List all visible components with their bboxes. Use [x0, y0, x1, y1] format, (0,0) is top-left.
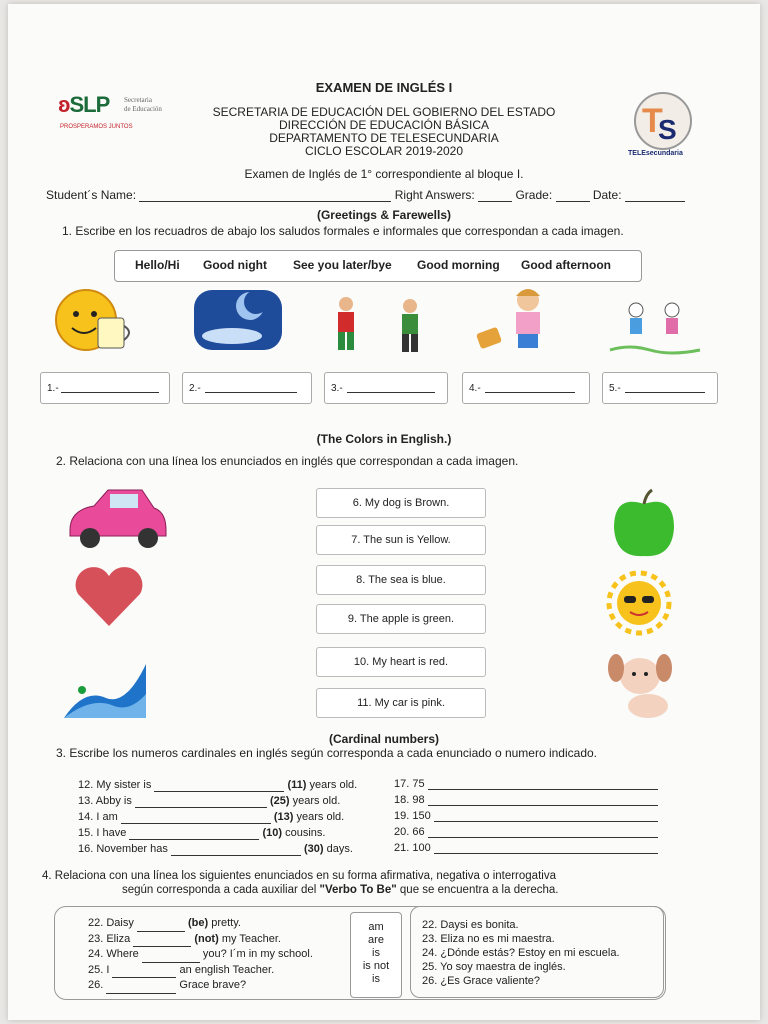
to-be-line-22[interactable] — [137, 922, 185, 932]
header-line-3: DEPARTAMENTO DE TELESECUNDARIA — [269, 131, 499, 145]
telesecundaria-logo — [628, 92, 698, 164]
section3-instruction: 3. Escribe los numeros cardinales en inglés según corresponda a cada enunciado o numero indicado. — [56, 746, 598, 760]
cardinal-item-16: 16. November has (30) days. — [78, 843, 353, 855]
to-be-item-23: 23. Eliza (not) my Teacher. — [88, 932, 348, 948]
cardinal-item-19: 19. 150 — [394, 810, 664, 822]
answer-line-20[interactable] — [428, 828, 658, 838]
color-sentence-6[interactable]: 6. My dog is Brown. — [316, 488, 486, 518]
to-be-item-25: 25. I an english Teacher. — [88, 963, 348, 979]
color-sentence-8[interactable]: 8. The sea is blue. — [316, 565, 486, 595]
to-be-item-26: 26. Grace brave? — [88, 978, 348, 994]
pink-car-image — [64, 484, 170, 554]
color-sentence-9[interactable]: 9. The apple is green. — [316, 604, 486, 634]
grade-field[interactable] — [556, 191, 590, 202]
word-good-night: Good night — [203, 258, 267, 272]
spanish-23: 23. Eliza no es mi maestra. — [422, 933, 555, 945]
verb-is-not: is not — [362, 960, 390, 972]
header-line-1: SECRETARIA DE EDUCACIÓN DEL GOBIERNO DEL ESTADO — [212, 105, 556, 119]
section4-instruction-2: según corresponda a cada auxiliar del "Verbo To Be" que se encuentra a la derecha. — [122, 884, 559, 896]
section3-title: (Cardinal numbers) — [328, 732, 439, 746]
exam-title: EXAMEN DE INGLÉS I — [315, 80, 453, 95]
answer-box-2[interactable]: 2.- — [182, 372, 312, 404]
color-sentence-11[interactable]: 11. My car is pink. — [316, 688, 486, 718]
to-be-item-22: 22. Daisy (be) pretty. — [88, 916, 348, 932]
green-apple-image — [610, 486, 678, 560]
answer-line-16[interactable] — [171, 846, 301, 856]
word-good-morning: Good morning — [417, 258, 500, 272]
answer-box-3[interactable]: 3.- — [324, 372, 448, 404]
section2-title: (The Colors in English.) — [316, 432, 452, 446]
spanish-translations — [422, 918, 662, 988]
blue-sea-image — [62, 660, 148, 720]
brown-dog-image — [600, 646, 678, 720]
student-name-field[interactable] — [139, 191, 391, 202]
smiling-sun-coffee-image — [50, 288, 146, 354]
student-info-row — [46, 188, 726, 202]
slp-logo-sub: PROSPERAMOS JUNTOS — [60, 124, 133, 130]
to-be-line-26[interactable] — [106, 984, 176, 994]
header-line-4: CICLO ESCOLAR 2019-2020 — [304, 144, 464, 158]
spanish-25: 25. Yo soy maestra de inglés. — [422, 961, 566, 973]
verb-am: am — [368, 921, 384, 933]
verb-to-be-box — [350, 912, 402, 998]
exam-subtitle: Examen de Inglés de 1° correspondiente al bloque I. — [244, 167, 524, 181]
answer-line-18[interactable] — [428, 796, 658, 806]
date-field[interactable] — [625, 191, 685, 202]
section4-instruction: 4. Relaciona con una línea los siguientes enunciados en su forma afirmativa, negativa o interrogativa — [42, 870, 556, 882]
cardinal-item-14: 14. I am (13) years old. — [78, 811, 345, 823]
answer-line-15[interactable] — [129, 830, 259, 840]
answer-box-1[interactable]: 1.- — [40, 372, 170, 404]
word-good-afternoon: Good afternoon — [521, 258, 611, 272]
date-label: Date: — [592, 188, 622, 202]
slp-logo-side: Secretaria de Educación — [124, 96, 162, 113]
spanish-26: 26. ¿Es Grace valiente? — [422, 975, 541, 987]
to-be-line-24[interactable] — [142, 953, 200, 963]
verb-are: are — [368, 934, 384, 946]
spanish-22: 22. Daysi es bonita. — [422, 919, 519, 931]
grade-label: Grade: — [515, 188, 553, 202]
spanish-24: 24. ¿Dónde estás? Estoy en mi escuela. — [422, 947, 620, 959]
answer-line-19[interactable] — [434, 812, 658, 822]
yellow-sun-sunglasses-image — [602, 570, 676, 636]
student-name-label: Student´s Name: — [46, 188, 137, 202]
section1-instruction: 1. Escribe en los recuadros de abajo los saludos formales e informales que correspondan a cada imagen. — [62, 224, 624, 238]
to-be-sentences — [88, 916, 348, 994]
to-be-item-24: 24. Where you? I´m in my school. — [88, 947, 348, 963]
color-sentence-7[interactable]: 7. The sun is Yellow. — [316, 525, 486, 555]
to-be-line-23[interactable] — [133, 937, 191, 947]
cardinal-item-20: 20. 66 — [394, 826, 664, 838]
ts-logo-t: T — [642, 102, 663, 140]
right-answers-label: Right Answers: — [394, 188, 475, 202]
cardinal-item-21: 21. 100 — [394, 842, 664, 854]
header-line-2: DIRECCIÓN DE EDUCACIÓN BÁSICA — [278, 118, 490, 132]
word-see-you: See you later/bye — [293, 258, 392, 272]
red-heart-image — [72, 564, 146, 630]
greetings-word-bank — [114, 250, 642, 282]
cardinal-item-18: 18. 98 — [394, 794, 664, 806]
section1-title: (Greetings & Farewells) — [316, 208, 452, 222]
night-moon-image — [192, 288, 284, 352]
girl-with-suitcase-image — [470, 286, 570, 354]
answer-line-12[interactable] — [154, 782, 284, 792]
slp-logo-mark: ʚSLP — [58, 92, 110, 117]
cardinal-item-17: 17. 75 — [394, 778, 664, 790]
section2-instruction: 2. Relaciona con una línea los enunciados en inglés que correspondan a cada imagen. — [56, 454, 519, 468]
word-hello: Hello/Hi — [135, 258, 180, 272]
answer-box-4[interactable]: 4.- — [462, 372, 590, 404]
color-sentence-10[interactable]: 10. My heart is red. — [316, 647, 486, 677]
answer-line-17[interactable] — [428, 780, 658, 790]
cardinal-item-13: 13. Abby is (25) years old. — [78, 795, 341, 807]
cardinal-item-15: 15. I have (10) cousins. — [78, 827, 326, 839]
kids-waving-goodbye-image — [606, 294, 702, 356]
answer-box-5[interactable]: 5.- — [602, 372, 718, 404]
right-answers-field[interactable] — [478, 191, 512, 202]
cardinal-item-12: 12. My sister is (11) years old. — [78, 779, 358, 791]
to-be-line-25[interactable] — [112, 968, 176, 978]
ts-logo-s: S — [658, 114, 677, 145]
answer-line-13[interactable] — [135, 798, 267, 808]
verb-is-2: is — [372, 973, 380, 985]
verb-is: is — [372, 947, 380, 959]
answer-line-21[interactable] — [434, 844, 658, 854]
answer-line-14[interactable] — [121, 814, 271, 824]
two-boys-waving-image — [330, 294, 430, 356]
ts-logo-caption: TELEsecundaria — [628, 150, 683, 157]
